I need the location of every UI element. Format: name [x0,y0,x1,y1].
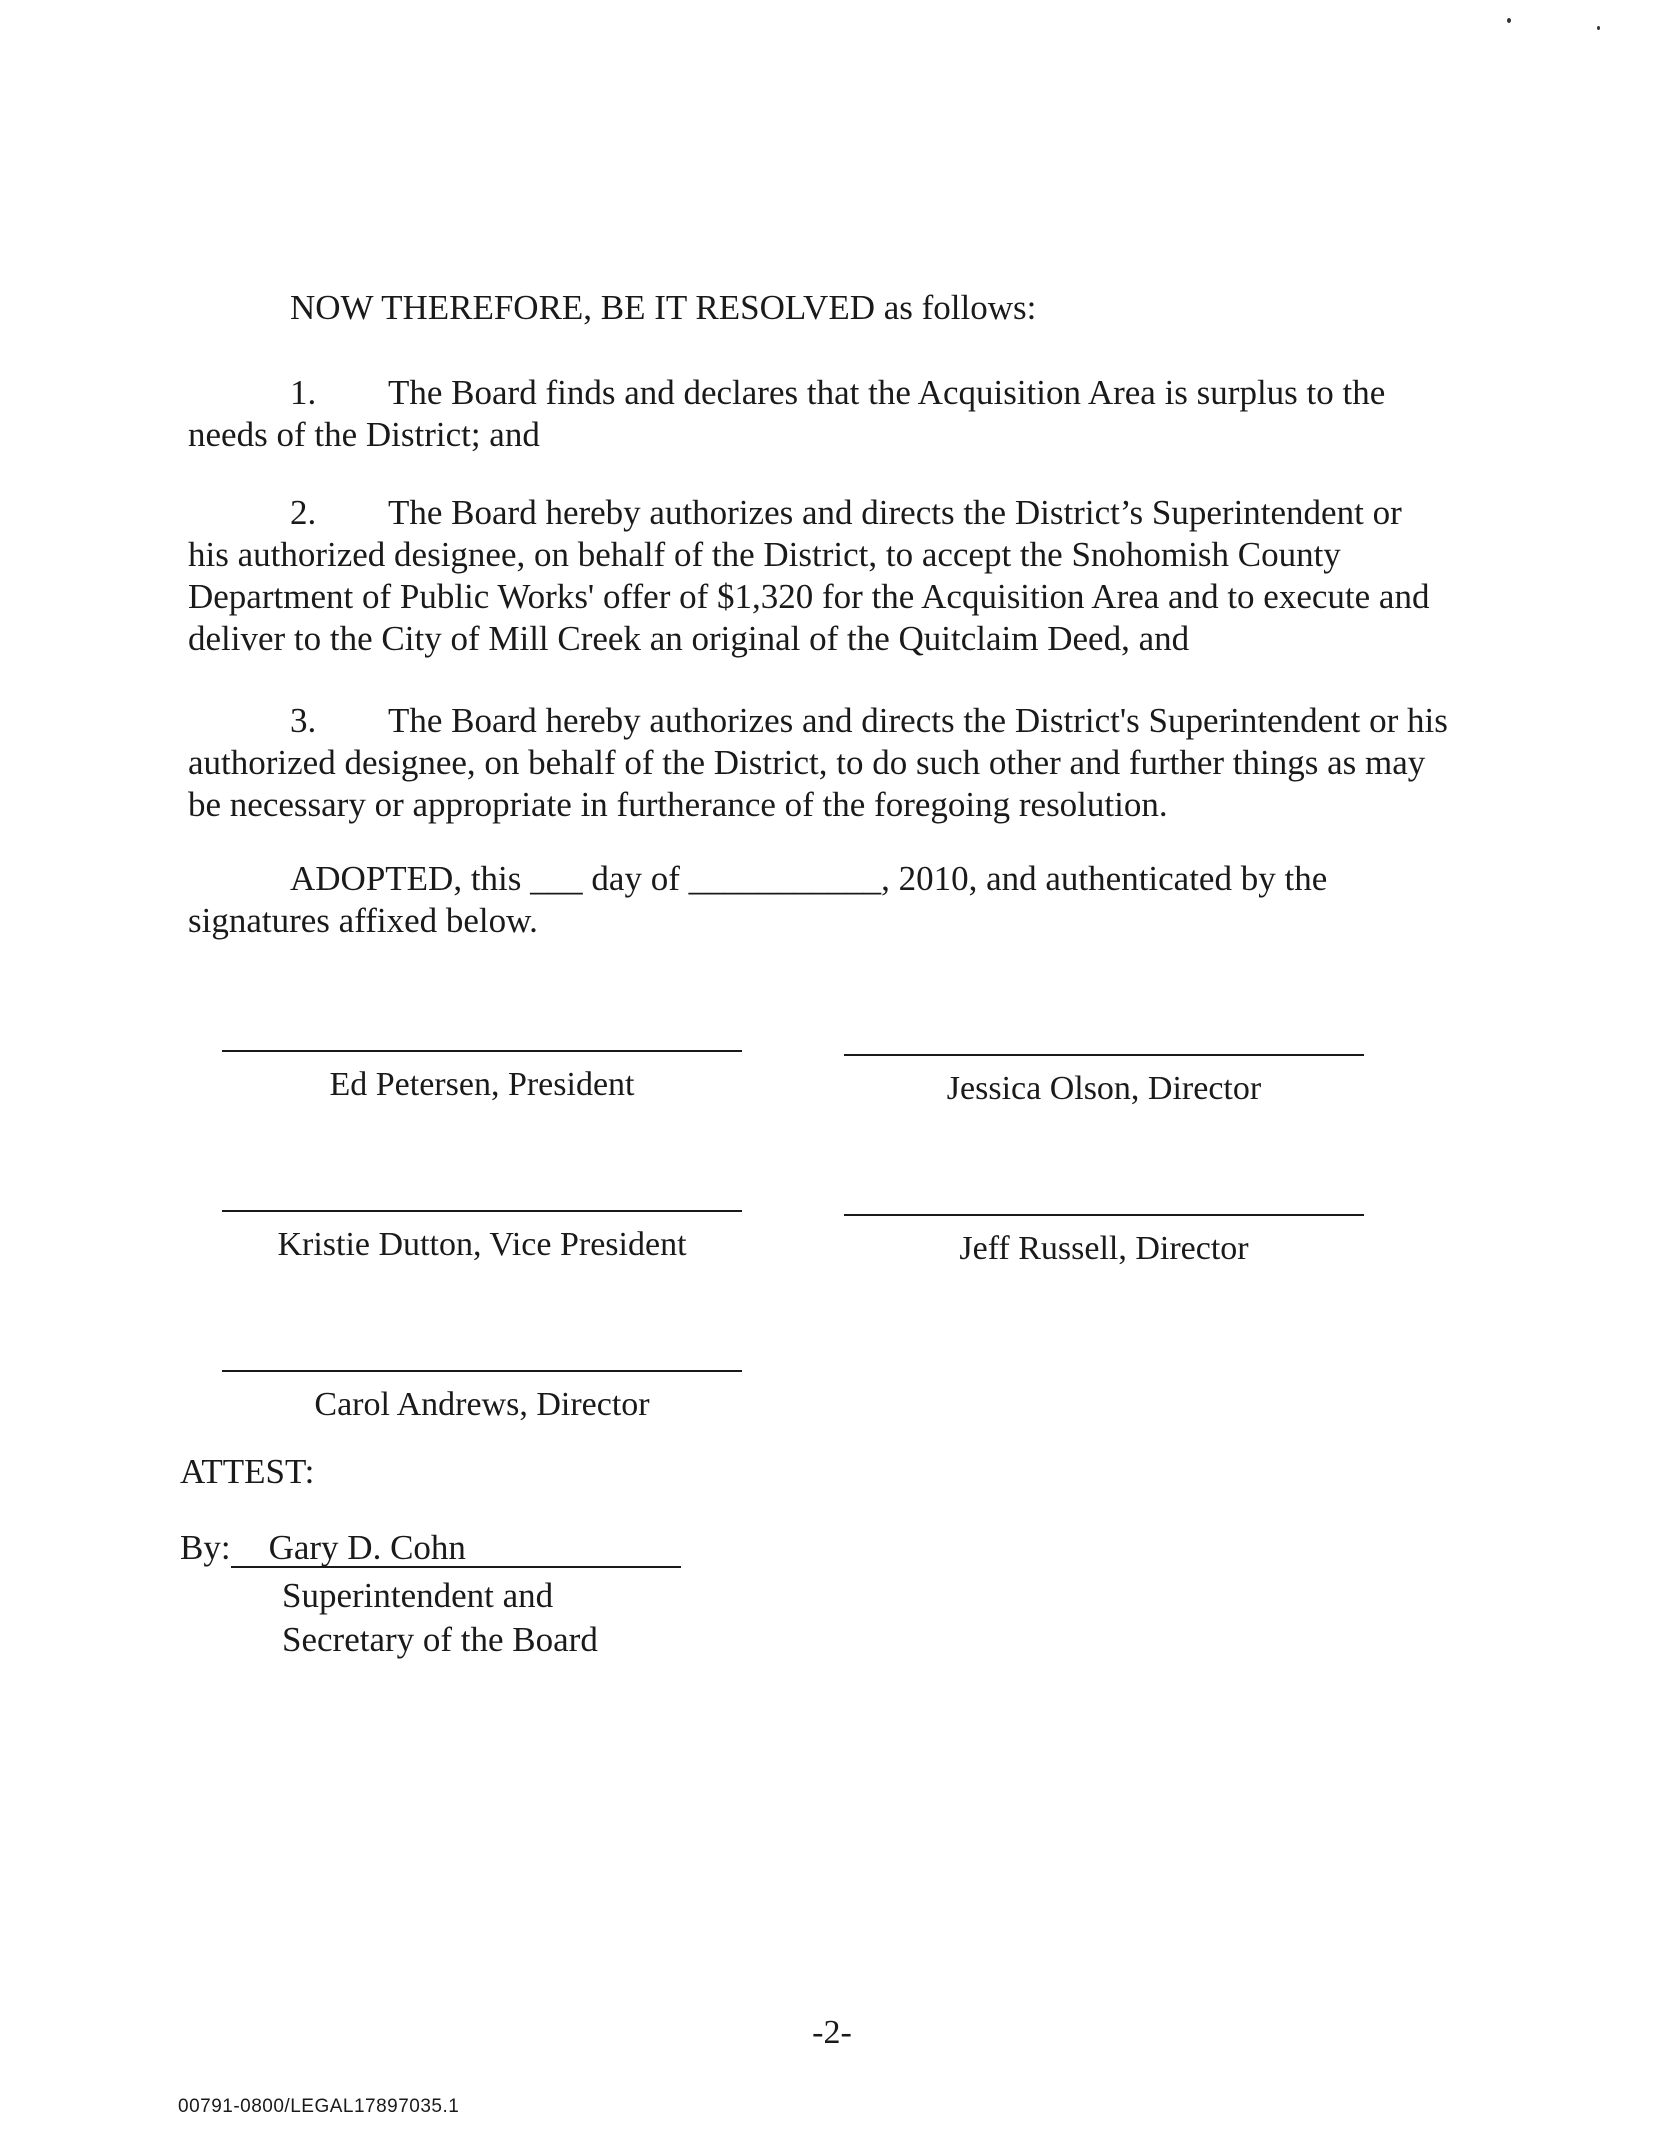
signature-block-ed-petersen [222,1050,742,1104]
signature-line [222,1370,742,1372]
attest-by-row [180,1528,681,1568]
resolution-item-2 [188,492,1450,660]
resolution-number: 2. [290,493,317,532]
month-blank: ___________ [688,859,882,898]
signatory-name: Kristie Dutton, Vice President [277,1226,687,1263]
resolution-text: The Board finds and declares that the Acquisition Area is surplus to the needs of the District; and [188,373,1386,454]
resolution-text: The Board hereby authorizes and directs the District’s Superintendent or his authorized designee, on behalf of the District, to accept the Snohomish County Department of Public Works' offer of $1,320 for the Acquisition Area and to execute and deliver to the City of Mill Creek an original of the Quitclaim Deed, and [188,493,1430,658]
resolution-heading: NOW THEREFORE, BE IT RESOLVED as follows: [290,288,1037,327]
signature-line [222,1210,742,1212]
attest-title-line: Superintendent and [282,1576,554,1615]
adopted-prefix: ADOPTED, this [290,859,522,898]
signature-block-jessica-olson [844,1054,1364,1108]
document-footer-code: 00791-0800/LEGAL17897035.1 [178,2096,460,2117]
resolution-item-1 [188,372,1450,456]
adoption-clause [188,858,1450,942]
resolution-text: The Board hereby authorizes and directs the District's Superintendent or his authorized designee, on behalf of the District, to do such other and further things as may be necessary or appropriate in furtherance of the foregoing resolution. [188,701,1448,824]
signatory-name: Carol Andrews, Director [314,1386,650,1423]
signature-line [844,1054,1364,1056]
signature-line [222,1050,742,1052]
resolution-number: 3. [290,701,317,740]
adopted-suffix: , 2010, and authenticated by the signatures affixed below. [188,859,1328,940]
day-blank: ___ [530,859,583,898]
scan-speck [1507,18,1511,23]
by-label: By: [180,1528,231,1567]
attest-title-line: Secretary of the Board [282,1620,598,1659]
signature-block-jeff-russell [844,1214,1364,1268]
attest-title [282,1574,598,1662]
signature-line [844,1214,1364,1216]
signatory-name: Jessica Olson, Director [946,1070,1262,1107]
signatory-name: Jeff Russell, Director [959,1230,1249,1267]
page-number: -2- [812,2014,852,2051]
resolution-item-3 [188,700,1450,826]
signatory-name: Ed Petersen, President [329,1066,635,1103]
signature-block-kristie-dutton [222,1210,742,1264]
resolution-number: 1. [290,373,317,412]
attest-signer-name: Gary D. Cohn [231,1530,681,1568]
attest-label: ATTEST: [180,1452,315,1491]
adopted-middle: day of [591,859,680,898]
signature-block-carol-andrews [222,1370,742,1424]
scan-speck [1597,26,1600,30]
